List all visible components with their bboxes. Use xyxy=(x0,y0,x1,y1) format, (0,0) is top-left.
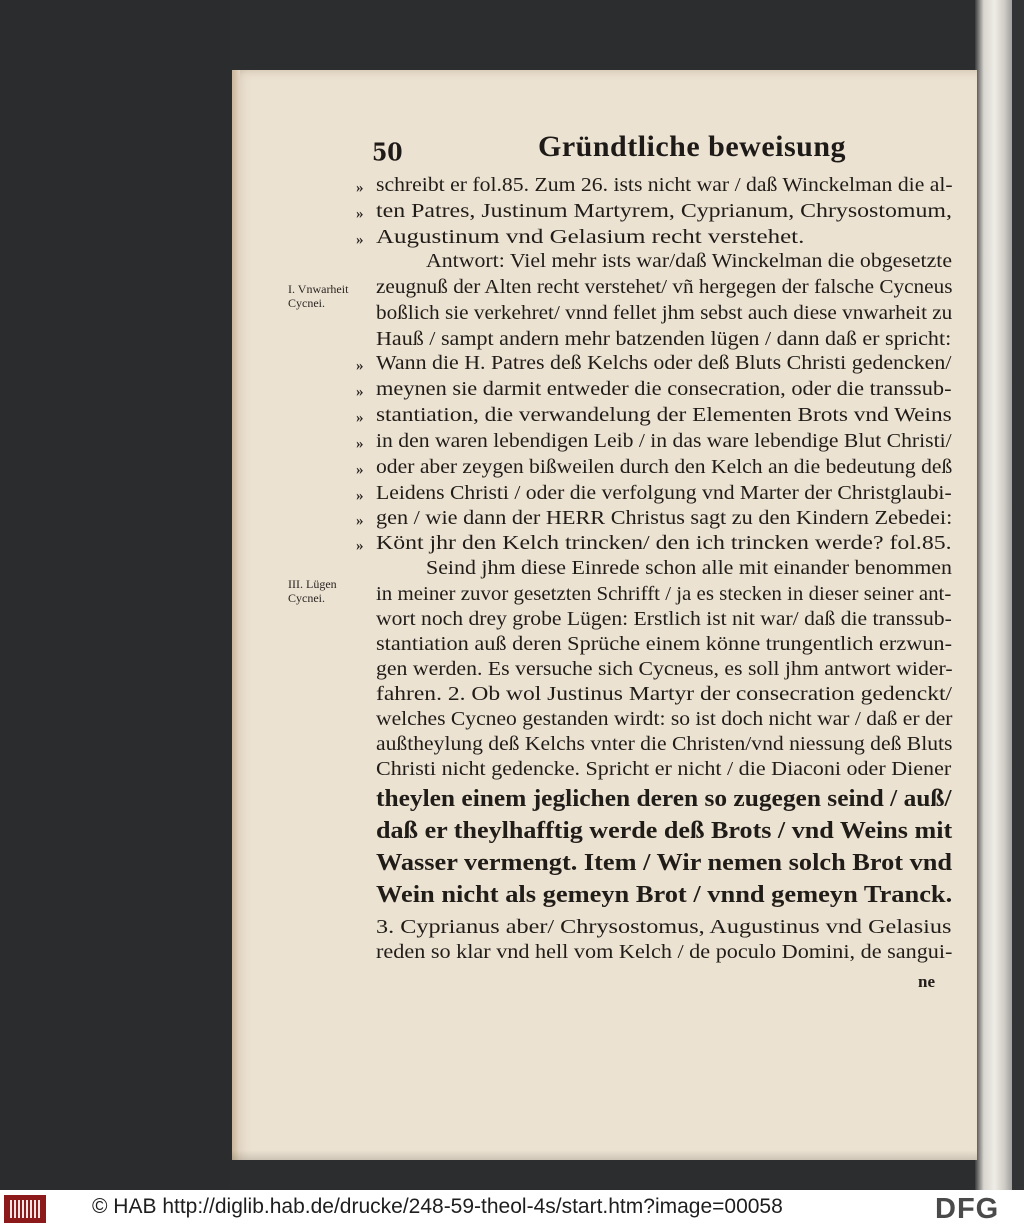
text-line: meynen sie darmit entweder die consecration, oder die transsub- xyxy=(376,378,952,400)
text-line: schreibt er fol.85. Zum 26. ists nicht war / daß Winckelman die al- xyxy=(376,174,953,196)
text-line: ten Patres, Justinum Martyrem, Cyprianum, Chrysostomum, xyxy=(376,200,952,222)
scanner-background-right xyxy=(1012,0,1024,1190)
quote-mark: » xyxy=(356,358,364,374)
text-line: in meiner zuvor gesetzten Schrifft / ja es stecken in dieser seiner ant- xyxy=(376,583,952,605)
page-number: 50 xyxy=(372,138,403,168)
running-title: Gründtliche beweisung xyxy=(538,130,847,163)
text-line: zeugnuß der Alten recht verstehet/ vñ hergegen der falsche Cycneus xyxy=(376,276,953,298)
quote-mark: » xyxy=(356,206,364,222)
margin-note-2: III. Lügen Cycnei. xyxy=(288,577,337,605)
quote-mark: » xyxy=(356,513,364,529)
attribution-link[interactable]: © HAB http://diglib.hab.de/drucke/248-59-theol-4s/start.htm?image=00058 xyxy=(92,1195,783,1218)
dfg-logo: DFG xyxy=(935,1193,1000,1225)
quote-mark: » xyxy=(356,410,364,426)
text-line: Seind jhm diese Einrede schon alle mit einander benommen xyxy=(426,557,952,579)
text-line: stantiation, die verwandelung der Elementen Brots vnd Weins xyxy=(376,404,952,426)
quote-mark: » xyxy=(356,436,364,452)
text-line: stantiation auß deren Sprüche einem könne trungentlich erzwun- xyxy=(376,633,953,655)
scanner-background-left xyxy=(0,0,230,1190)
text-line: 3. Cyprianus aber/ Chrysostomus, Augustinus vnd Gelasius xyxy=(376,916,952,938)
text-line-quoted: Wein nicht als gemeyn Brot / vnnd gemeyn Tranck. xyxy=(376,882,953,908)
text-line: Leidens Christi / oder die verfolgung vnd Marter der Christglaubi- xyxy=(376,482,952,504)
quote-mark: » xyxy=(356,462,364,478)
text-line: in den waren lebendigen Leib / in das ware lebendige Blut Christi/ xyxy=(376,430,952,452)
text-line: Wann die H. Patres deß Kelchs oder deß Bluts Christi gedencken/ xyxy=(376,352,952,374)
text-line: außtheylung deß Kelchs vnter die Christen/vnd niessung deß Bluts xyxy=(376,733,953,755)
quote-mark: » xyxy=(356,488,364,504)
text-line: Christi nicht gedencke. Spricht er nicht / die Diaconi oder Diener xyxy=(376,758,952,780)
text-line: Hauß / sampt andern mehr batzenden lügen / dann daß er spricht: xyxy=(376,328,952,350)
text-line: welches Cycneo gestanden wirdt: so ist doch nicht war / daß er der xyxy=(376,708,953,730)
text-line: gen / wie dann der HERR Christus sagt zu den Kindern Zebedei: xyxy=(376,507,953,529)
quote-mark: » xyxy=(356,538,364,554)
text-line: Antwort: Viel mehr ists war/daß Winckelman die obgesetzte xyxy=(426,250,953,272)
text-line-quoted: Wasser vermengt. Item / Wir nemen solch Brot vnd xyxy=(376,850,953,876)
page-shadow xyxy=(232,1150,977,1160)
quote-mark: » xyxy=(356,180,364,196)
margin-note-1: I. Vnwarheit Cycnei. xyxy=(288,282,349,310)
text-line: fahren. 2. Ob wol Justinus Martyr der consecration gedenckt/ xyxy=(376,683,953,705)
text-line-quoted: theylen einem jeglichen deren so zugegen seind / auß/ xyxy=(376,786,952,812)
quote-mark: » xyxy=(356,232,364,248)
text-line: Augustinum vnd Gelasium recht verstehet. xyxy=(376,226,805,248)
text-line: gen werden. Es versuche sich Cycneus, es soll jhm antwort wider- xyxy=(376,658,953,680)
quote-mark: » xyxy=(356,384,364,400)
catchword: ne xyxy=(918,972,935,991)
page-gutter-edge xyxy=(232,70,240,1160)
text-line: wort noch drey grobe Lügen: Erstlich ist nit war/ daß die transsub- xyxy=(376,608,952,630)
text-line-quoted: daß er theylhafftig werde deß Brots / vnd Weins mit xyxy=(376,818,953,844)
hab-logo-icon xyxy=(4,1195,46,1223)
text-line: boßlich sie verkehret/ vnnd fellet jhm sebst auch diese vnwarheit zu xyxy=(376,302,953,324)
text-line: reden so klar vnd hell vom Kelch / de poculo Domini, de sangui- xyxy=(376,941,953,963)
text-line: oder aber zeygen bißweilen durch den Kelch an die bedeutung deß xyxy=(376,456,953,478)
text-line: Könt jhr den Kelch trincken/ den ich trincken werde? fol.85. xyxy=(376,532,952,554)
attribution-bar xyxy=(0,1190,1024,1228)
